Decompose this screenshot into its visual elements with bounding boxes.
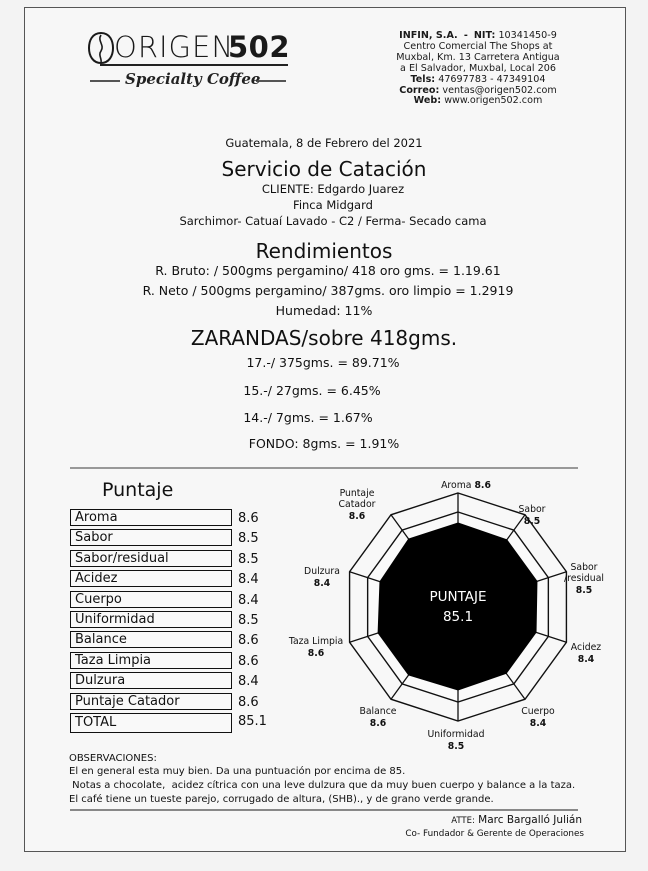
score-label: Puntaje Catador	[70, 693, 232, 710]
radar-center-title: PUNTAJE	[429, 589, 487, 605]
radar-axis-label: Balance	[359, 706, 397, 717]
scores-title: Puntaje	[102, 479, 174, 501]
score-label: Taza Limpia	[70, 652, 232, 669]
signature-name-line: ATTE: Marc Bargalló Julián	[451, 814, 582, 826]
address-line: a El Salvador, Muxbal, Local 206	[400, 62, 556, 74]
radar-axis-label: Cuerpo	[521, 706, 555, 717]
yield-bruto: R. Bruto: / 500gms pergamino/ 418 oro gms. = 1.19.61	[155, 263, 501, 278]
score-value: 8.6	[238, 511, 259, 526]
score-value: 8.5	[238, 531, 259, 547]
brand-name: ORIGEN	[114, 30, 235, 64]
score-label: Sabor/residual	[70, 550, 232, 567]
radar-axis-label: Dulzura	[304, 566, 340, 577]
radar-value-label: 8.4	[529, 718, 547, 729]
radar-axis-label: Taza Limpia	[288, 636, 344, 647]
sieves-title: ZARANDAS/sobre 418gms.	[190, 326, 458, 350]
radar-axis-label: Aroma 8.6	[441, 480, 491, 491]
footer-divider	[70, 809, 578, 811]
address-line: Centro Comercial The Shops at	[403, 40, 553, 52]
score-value: 8.6	[238, 653, 259, 669]
observations-title: OBSERVACIONES:	[69, 753, 157, 764]
sieve-row: 17.-/ 375gms. = 89.71%	[246, 355, 400, 370]
score-value: 8.4	[238, 592, 259, 608]
web-line: Web: www.origen502.com	[413, 95, 543, 107]
score-value: 8.5	[238, 612, 259, 628]
radar-center-value: 85.1	[442, 609, 474, 625]
score-label: Cuerpo	[70, 591, 232, 608]
humidity: Humedad: 11%	[275, 303, 373, 318]
radar-value-label: 8.4	[577, 654, 595, 665]
score-label: TOTAL	[70, 713, 232, 733]
radar-value-label: 8.6	[307, 648, 325, 659]
score-label: Balance	[70, 631, 232, 648]
radar-value-label: 8.5	[575, 585, 593, 596]
radar-axis-label: Puntaje	[339, 488, 375, 499]
radar-axis-label: Sabor	[570, 562, 598, 573]
coffee-variety: Sarchimor- Catuaí Lavado - C2 / Ferma- Secado cama	[179, 214, 487, 228]
client-name: CLIENTE: Edgardo Juarez	[261, 182, 405, 196]
email-link[interactable]: ventas@origen502.com	[442, 84, 557, 96]
email-line: Correo: ventas@origen502.com	[399, 84, 557, 96]
document-date: Guatemala, 8 de Febrero del 2021	[225, 136, 423, 150]
sieve-row: FONDO: 8gms. = 1.91%	[248, 436, 400, 451]
radar-value-label: 8.5	[447, 741, 465, 752]
radar-axis-label: Catador	[338, 499, 376, 510]
score-label: Acidez	[70, 570, 232, 587]
observation-line: Notas a chocolate, acidez cítrica con una leve dulzura que da muy buen cuerpo y balance a la taza.	[69, 780, 576, 791]
farm-name: Finca Midgard	[293, 198, 373, 212]
company-name-line: INFIN, S.A. - NIT: 10341450-9	[399, 30, 557, 41]
score-label: Aroma	[70, 509, 232, 526]
observation-line: El en general esta muy bien. Da una puntuación por encima de 85.	[69, 766, 406, 777]
score-value: 8.6	[238, 633, 259, 649]
score-value: 85.1	[238, 713, 267, 729]
yields-title: Rendimientos	[255, 239, 393, 263]
brand-tagline: Specialty Coffee	[125, 70, 261, 88]
radar-axis-label: Uniformidad	[427, 729, 485, 740]
radar-value-label: 8.6	[348, 511, 366, 522]
address-line: Muxbal, Km. 13 Carretera Antigua	[396, 51, 560, 63]
radar-axis-label: Acidez	[570, 642, 602, 653]
signatory-role: Co- Fundador & Gerente de Operaciones	[405, 829, 584, 839]
score-value: 8.6	[238, 694, 259, 710]
service-title: Servicio de Catación	[221, 157, 427, 181]
radar-value-label: 8.5	[523, 516, 541, 527]
radar-value-label: 8.4	[313, 578, 331, 589]
observation-line: El café tiene un tueste parejo, corrugado de altura, (SHB)., y de grano verde grande.	[69, 794, 494, 805]
web-link[interactable]: www.origen502.com	[444, 95, 543, 107]
radar-axis-label: /residual	[564, 573, 604, 584]
signatory-name: Marc Bargalló Julián	[478, 814, 582, 826]
radar-value-label: 8.6	[369, 718, 387, 729]
brand-number: 502	[228, 30, 291, 64]
score-label: Sabor	[70, 529, 232, 546]
score-value: 8.5	[238, 551, 259, 567]
radar-axis-label: Sabor	[518, 504, 546, 515]
sieve-row: 14.-/ 7gms. = 1.67%	[243, 410, 373, 425]
phone-line: Tels: 47697783 - 47349104	[410, 73, 546, 85]
yield-neto: R. Neto / 500gms pergamino/ 387gms. oro limpio = 1.2919	[142, 283, 514, 298]
sieve-row: 15.-/ 27gms. = 6.45%	[243, 383, 381, 398]
score-value: 8.4	[238, 572, 259, 588]
score-label: Uniformidad	[70, 611, 232, 628]
score-label: Dulzura	[70, 672, 232, 689]
score-value: 8.4	[238, 674, 259, 690]
